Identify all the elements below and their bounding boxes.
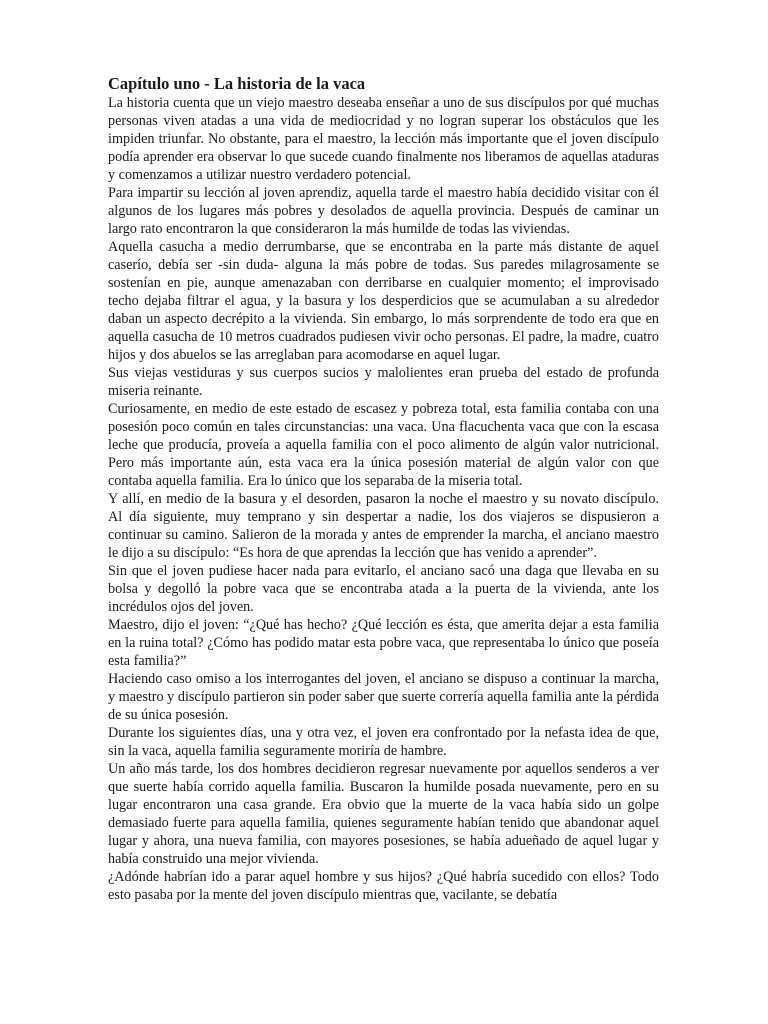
paragraph-6: Y allí, en medio de la basura y el desorden, pasaron la noche el maestro y su novato discípulo. Al día siguiente, muy temprano y sin despertar a nadie, los dos viajeros se dispusieron a continuar su camino. Salieron de la morada y antes de emprender la marcha, el anciano maestro le dijo a su discípulo: “Es hora de que aprendas la lección que has venido a aprender”. xyxy=(108,491,659,561)
document-page xyxy=(108,74,659,904)
paragraph-10: Durante los siguientes días, una y otra vez, el joven era confrontado por la nefasta idea de que, sin la vaca, aquella familia seguramente moriría de hambre. xyxy=(108,725,659,759)
paragraph-7: Sin que el joven pudiese hacer nada para evitarlo, el anciano sacó una daga que llevaba en su bolsa y degolló la pobre vaca que se encontraba atada a la puerta de la vivienda, ante los incrédulos ojos del joven. xyxy=(108,563,659,615)
paragraph-5: Curiosamente, en medio de este estado de escasez y pobreza total, esta familia contaba con una posesión poco común en tales circunstancias: una vaca. Una flacuchenta vaca que con la escasa leche que producía, proveía a aquella familia con el poco alimento de algún valor nutricional. Pero más importante aún, esta vaca era la única posesión material de algún valor con que contaba aquella familia. Era lo único que los separaba de la miseria total. xyxy=(108,401,659,489)
chapter-title: Capítulo uno - La historia de la vaca xyxy=(108,74,366,93)
paragraph-9: Haciendo caso omiso a los interrogantes del joven, el anciano se dispuso a continuar la marcha, y maestro y discípulo partieron sin poder saber que suerte correría aquella familia ante la pérdida de su única posesión. xyxy=(108,671,659,723)
paragraph-8: Maestro, dijo el joven: “¿Qué has hecho? ¿Qué lección es ésta, que amerita dejar a esta familia en la ruina total? ¿Cómo has podido matar esta pobre vaca, que representaba lo único que poseía esta familia?” xyxy=(108,617,659,669)
paragraph-1: La historia cuenta que un viejo maestro deseaba enseñar a uno de sus discípulos por qué muchas personas viven atadas a una vida de mediocridad y no logran superar los obstáculos que les impiden triunfar. No obstante, para el maestro, la lección más importante que el joven discípulo podía aprender era observar lo que sucede cuando finalmente nos liberamos de aquellas ataduras y comenzamos a utilizar nuestro verdadero potencial. xyxy=(108,95,659,183)
paragraph-11: Un año más tarde, los dos hombres decidieron regresar nuevamente por aquellos senderos a ver que suerte había corrido aquella familia. Buscaron la humilde posada nuevamente, pero en su lugar encontraron una casa grande. Era obvio que la muerte de la vaca había sido un golpe demasiado fuerte para aquella familia, quienes seguramente habían tenido que abandonar aquel lugar y ahora, una nueva familia, con mayores posesiones, se había adueñado de aquel lugar y había construido una mejor vivienda. xyxy=(108,761,659,867)
paragraph-4: Sus viejas vestiduras y sus cuerpos sucios y malolientes eran prueba del estado de profunda miseria reinante. xyxy=(108,365,659,399)
paragraph-3: Aquella casucha a medio derrumbarse, que se encontraba en la parte más distante de aquel caserío, debía ser -sin duda- alguna la más pobre de todas. Sus paredes milagrosamente se sostenían en pie, aunque amenazaban con derribarse en cualquier momento; el improvisado techo dejaba filtrar el agua, y la basura y los desperdicios que se acumulaban a su alrededor daban un aspecto decrépito a la vivienda. Sin embargo, lo más sorprendente de todo era que en aquella casucha de 10 metros cuadrados pudiesen vivir ocho personas. El padre, la madre, cuatro hijos y dos abuelos se las arreglaban para acomodarse en aquel lugar. xyxy=(108,239,659,363)
paragraph-2: Para impartir su lección al joven aprendiz, aquella tarde el maestro había decidido visitar con él algunos de los lugares más pobres y desolados de aquella provincia. Después de caminar un largo rato encontraron la que consideraron la más humilde de todas las viviendas. xyxy=(108,185,659,237)
paragraph-12: ¿Adónde habrían ido a parar aquel hombre y sus hijos? ¿Qué habría sucedido con ellos? Todo esto pasaba por la mente del joven discípulo mientras que, vacilante, se debatía xyxy=(108,869,659,903)
